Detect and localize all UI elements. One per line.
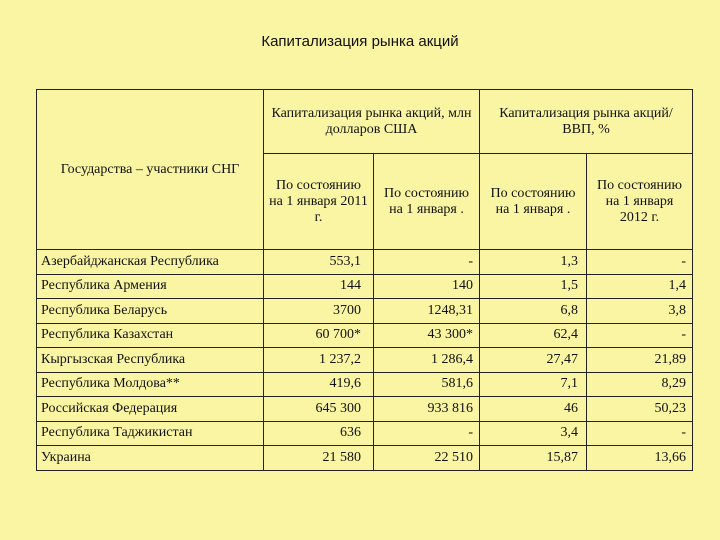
country-name-cell: Азербайджанская Республика: [37, 250, 264, 275]
value-cell: 1 237,2: [264, 348, 374, 373]
value-cell: 62,4: [480, 323, 587, 348]
subheader-2011-gdp: По состоянию на 1 января .: [480, 154, 587, 250]
column-group-header-gdp-ratio: Капитализация рынка акций/ВВП, %: [480, 90, 693, 154]
country-name-cell: Республика Казахстан: [37, 323, 264, 348]
value-cell: 21 580: [264, 446, 374, 471]
value-cell: 46: [480, 397, 587, 422]
value-cell: 8,29: [587, 372, 693, 397]
table-row: [37, 397, 693, 422]
column-group-header-mln-usd: Капитализация рынка акций, млн долларов США: [264, 90, 480, 154]
value-cell: 3700: [264, 299, 374, 324]
value-cell: 3,8: [587, 299, 693, 324]
value-cell: 419,6: [264, 372, 374, 397]
value-cell: -: [374, 250, 480, 275]
table-row: [37, 348, 693, 373]
subheader-2012-mln: По состоянию на 1 января .: [374, 154, 480, 250]
value-cell: 553,1: [264, 250, 374, 275]
capitalization-table: [36, 89, 693, 471]
value-cell: 15,87: [480, 446, 587, 471]
table-row: [37, 250, 693, 275]
table-row: [37, 299, 693, 324]
table-row: [37, 446, 693, 471]
value-cell: 933 816: [374, 397, 480, 422]
value-cell: -: [587, 250, 693, 275]
table-row: [37, 421, 693, 446]
value-cell: 60 700*: [264, 323, 374, 348]
value-cell: 22 510: [374, 446, 480, 471]
value-cell: 1,5: [480, 274, 587, 299]
value-cell: -: [587, 421, 693, 446]
value-cell: 13,66: [587, 446, 693, 471]
country-name-cell: Республика Молдова**: [37, 372, 264, 397]
country-name-cell: Республика Армения: [37, 274, 264, 299]
value-cell: 1,4: [587, 274, 693, 299]
value-cell: 1,3: [480, 250, 587, 275]
value-cell: 3,4: [480, 421, 587, 446]
table-row: [37, 372, 693, 397]
country-name-cell: Кыргызская Республика: [37, 348, 264, 373]
country-name-cell: Украина: [37, 446, 264, 471]
value-cell: 43 300*: [374, 323, 480, 348]
value-cell: 645 300: [264, 397, 374, 422]
column-header-states: Государства – участники СНГ: [37, 90, 264, 250]
table-header-row: [37, 90, 693, 154]
country-name-cell: Республика Таджикистан: [37, 421, 264, 446]
value-cell: -: [587, 323, 693, 348]
table-row: [37, 323, 693, 348]
value-cell: 21,89: [587, 348, 693, 373]
value-cell: 1248,31: [374, 299, 480, 324]
table-row: [37, 274, 693, 299]
subheader-2012-gdp: По состоянию на 1 января 2012 г.: [587, 154, 693, 250]
value-cell: 7,1: [480, 372, 587, 397]
value-cell: 6,8: [480, 299, 587, 324]
country-name-cell: Республика Беларусь: [37, 299, 264, 324]
value-cell: 50,23: [587, 397, 693, 422]
value-cell: 27,47: [480, 348, 587, 373]
page-title: Капитализация рынка акций: [261, 33, 459, 50]
value-cell: 636: [264, 421, 374, 446]
subheader-2011-mln: По состоянию на 1 января 2011 г.: [264, 154, 374, 250]
value-cell: -: [374, 421, 480, 446]
country-name-cell: Российская Федерация: [37, 397, 264, 422]
value-cell: 581,6: [374, 372, 480, 397]
value-cell: 1 286,4: [374, 348, 480, 373]
value-cell: 144: [264, 274, 374, 299]
value-cell: 140: [374, 274, 480, 299]
